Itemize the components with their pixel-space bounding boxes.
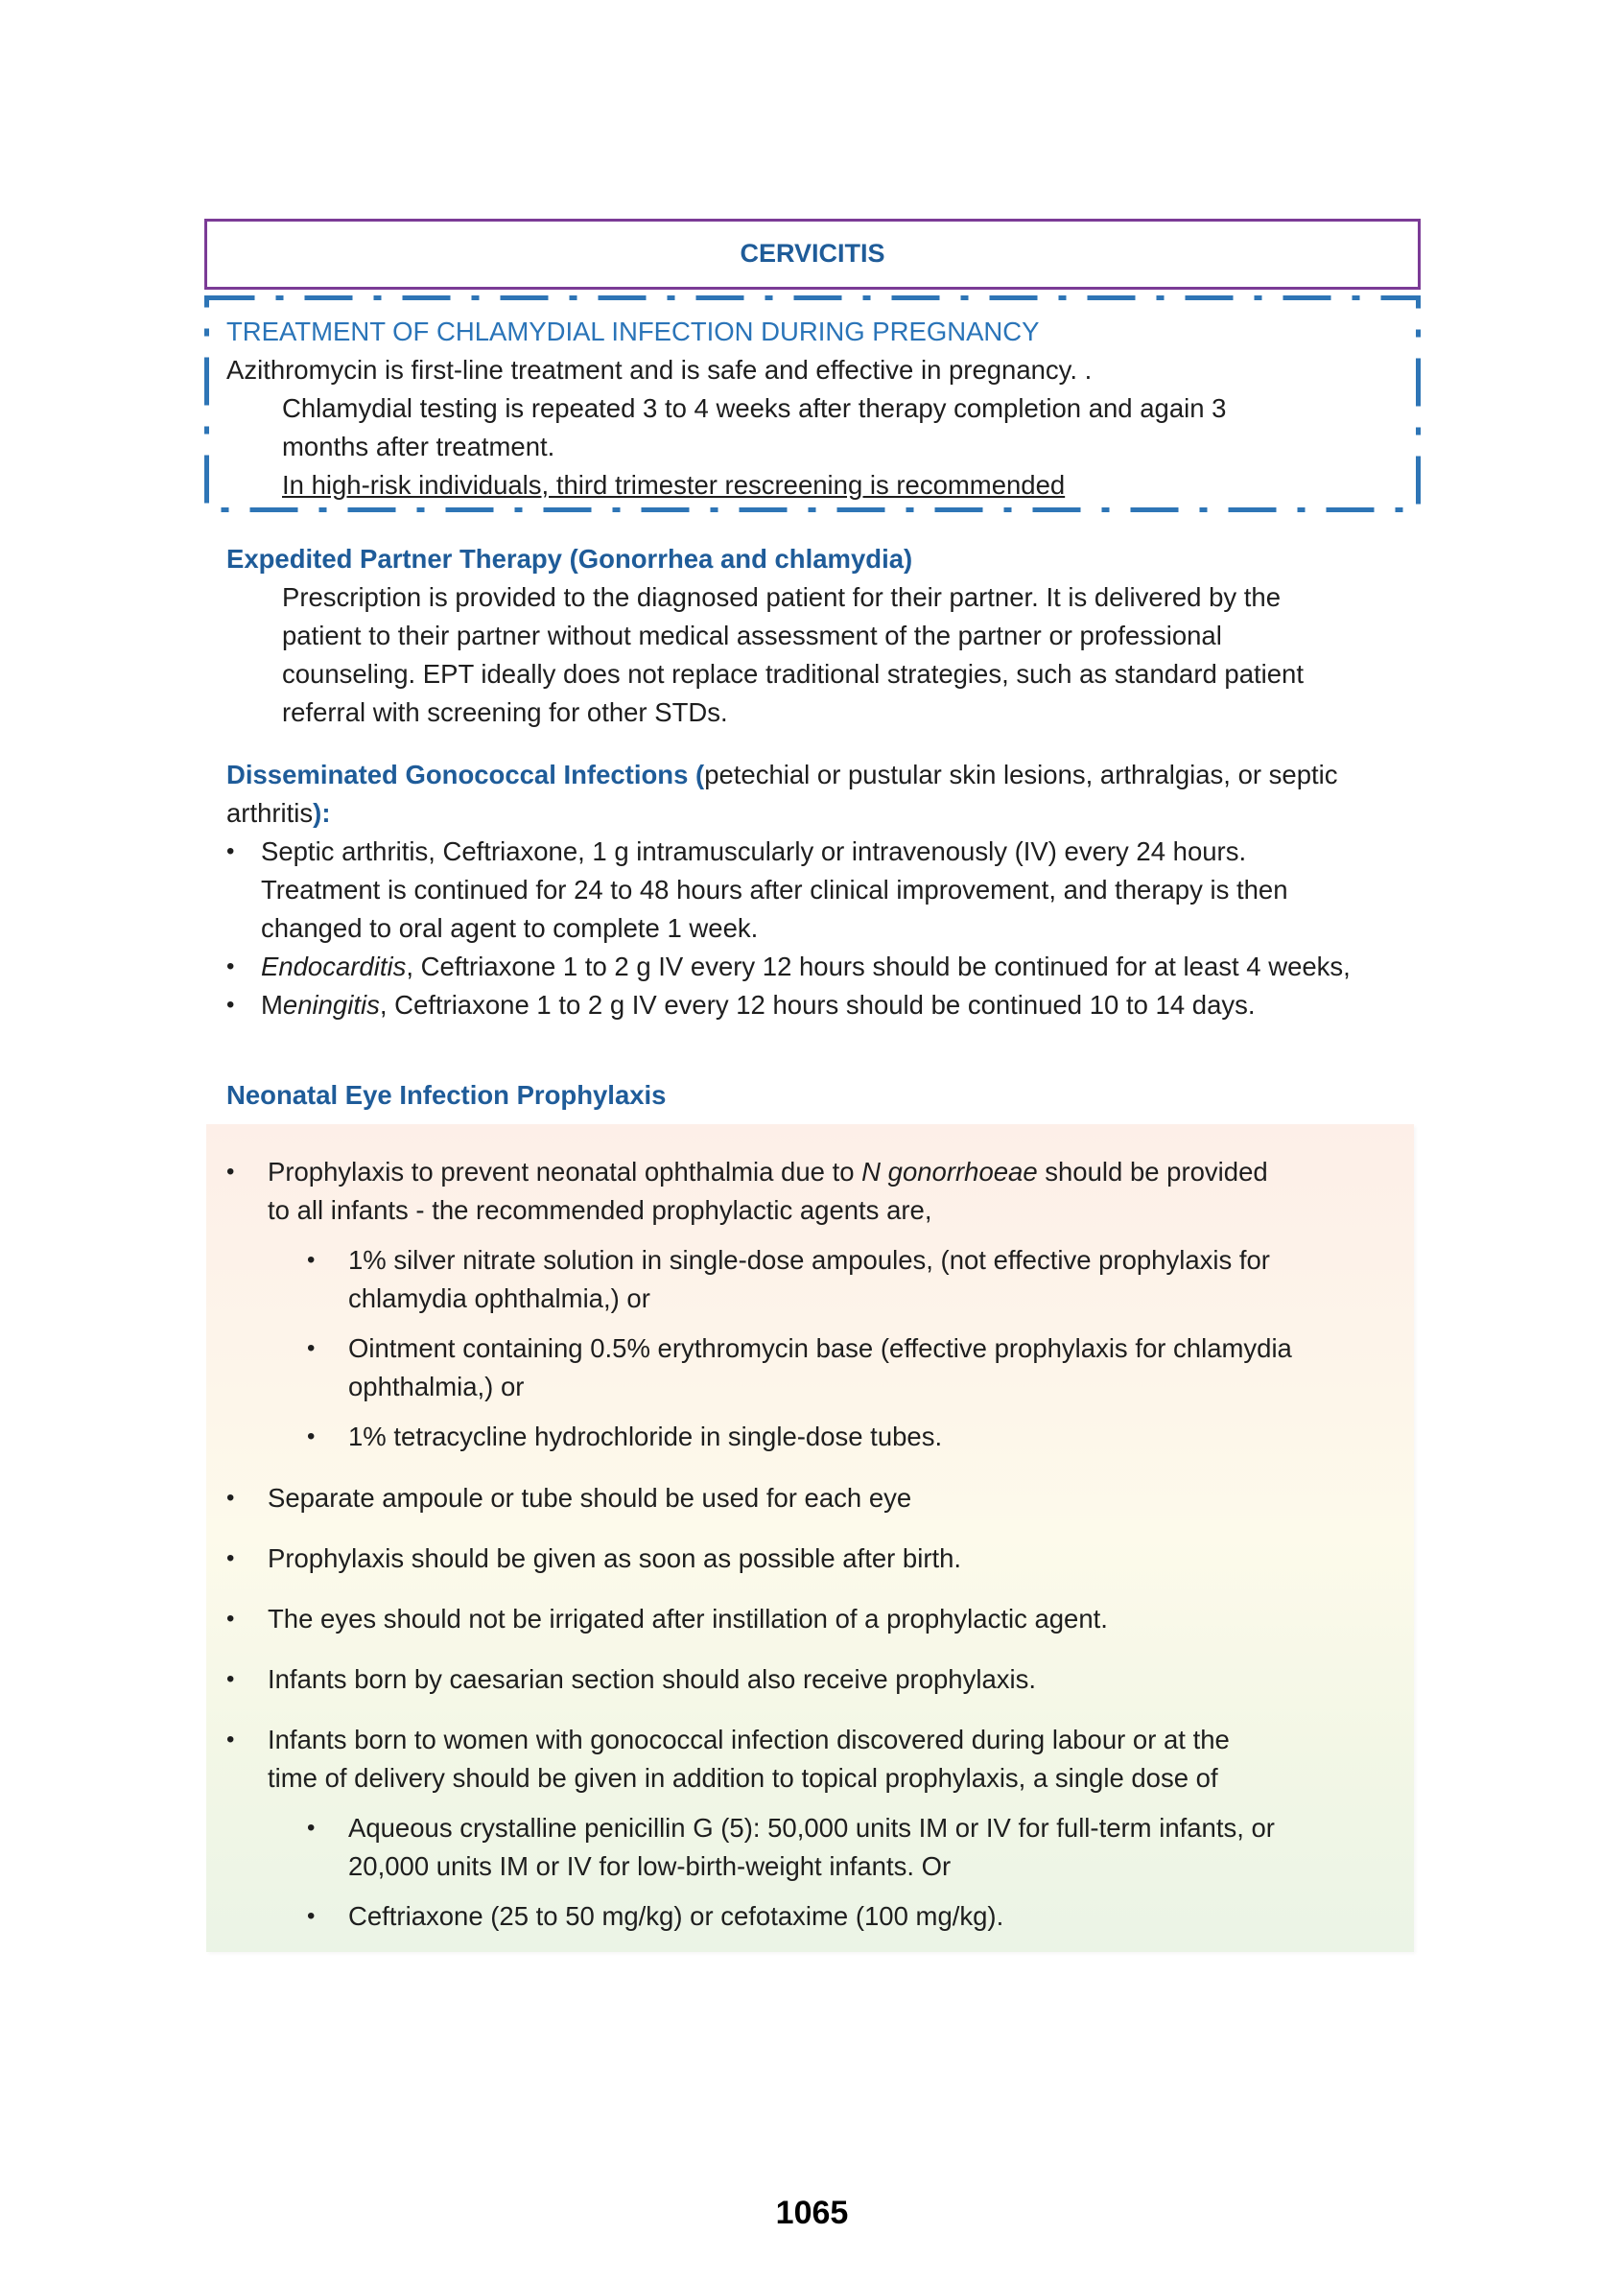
bullet-icon: • bbox=[226, 1159, 235, 1185]
bullet-icon: • bbox=[226, 1545, 235, 1571]
neonatal-bullet-6-line-2: time of delivery should be given in addition to topical prophylaxis, a single dose of bbox=[268, 1763, 1218, 1793]
neonatal-bullet-5: Infants born by caesarian section should also receive prophylaxis. bbox=[268, 1664, 1037, 1694]
dgi-heading-detail-2: arthritis bbox=[226, 798, 314, 828]
chlamydia-line-2: Chlamydial testing is repeated 3 to 4 weeks after therapy completion and again 3 bbox=[282, 393, 1227, 423]
dgi-bullet-1-line-3: changed to oral agent to complete 1 week. bbox=[261, 913, 759, 943]
ept-line-3: counseling. EPT ideally does not replace traditional strategies, such as standard patient bbox=[282, 659, 1304, 689]
dgi-bullet-3-first: M bbox=[261, 990, 283, 1020]
bullet-icon: • bbox=[226, 992, 235, 1018]
dgi-bullet-2-italic: Endocarditis bbox=[261, 952, 407, 981]
page-title: CERVICITIS bbox=[740, 239, 885, 268]
bullet-icon: • bbox=[307, 1815, 316, 1841]
chlamydia-line-3: months after treatment. bbox=[282, 432, 555, 461]
neonatal-sub-3-line-1: 1% tetracycline hydrochloride in single-dose tubes. bbox=[348, 1422, 943, 1451]
ept-line-4: referral with screening for other STDs. bbox=[282, 697, 728, 727]
bullet-icon: • bbox=[307, 1335, 316, 1361]
neonatal-sub-2-line-2: ophthalmia,) or bbox=[348, 1372, 525, 1401]
dgi-heading-line bbox=[226, 756, 1338, 794]
bullet-icon: • bbox=[307, 1247, 316, 1273]
ept-line-1: Prescription is provided to the diagnosed patient for their partner. It is delivered by the bbox=[282, 582, 1282, 612]
neonatal-bullet-4: The eyes should not be irrigated after instillation of a prophylactic agent. bbox=[268, 1604, 1108, 1634]
ept-line-2: patient to their partner without medical assessment of the partner or professional bbox=[282, 621, 1222, 650]
bullet-icon: • bbox=[307, 1903, 316, 1929]
ept-heading: Expedited Partner Therapy (Gonorrhea and chlamydia) bbox=[226, 544, 913, 574]
bullet-icon: • bbox=[226, 1727, 235, 1752]
neonatal-heading: Neonatal Eye Infection Prophylaxis bbox=[226, 1080, 667, 1110]
neonatal-bullet-1-line-2: to all infants - the recommended prophylactic agents are, bbox=[268, 1195, 932, 1225]
neonatal-sub-2-line-1: Ointment containing 0.5% erythromycin base (effective prophylaxis for chlamydia bbox=[348, 1333, 1292, 1363]
chlamydia-line-1: Azithromycin is first-line treatment and is safe and effective in pregnancy. . bbox=[226, 355, 1093, 385]
bullet-icon: • bbox=[307, 1423, 316, 1449]
dgi-bullet-3-rest: , Ceftriaxone 1 to 2 g IV every 12 hours should be continued 10 to 14 days. bbox=[379, 990, 1256, 1020]
dgi-heading-detail: petechial or pustular skin lesions, arthralgias, or septic bbox=[704, 760, 1338, 789]
page-number: 1065 bbox=[775, 2195, 849, 2231]
neonatal-sub-4-line-2: 20,000 units IM or IV for low-birth-weight infants. Or bbox=[348, 1851, 952, 1881]
dgi-heading-paren-open: ( bbox=[695, 760, 705, 789]
dgi-bullet-2 bbox=[261, 948, 1351, 986]
neonatal-bullet-6-line-1: Infants born to women with gonococcal infection discovered during labour or at the bbox=[268, 1725, 1230, 1754]
neonatal-sub-4-line-1: Aqueous crystalline penicillin G (5): 50,000 units IM or IV for full-term infants, or bbox=[348, 1813, 1275, 1843]
neonatal-sub-5-line-1: Ceftriaxone (25 to 50 mg/kg) or cefotaxime (100 mg/kg). bbox=[348, 1901, 1004, 1931]
dgi-bullet-3 bbox=[261, 986, 1256, 1024]
bullet-icon: • bbox=[226, 953, 235, 979]
dgi-heading-close: ): bbox=[313, 798, 331, 828]
dgi-bullet-3-italic: eningitis bbox=[282, 990, 380, 1020]
neonatal-sub-1-line-2: chlamydia ophthalmia,) or bbox=[348, 1283, 650, 1313]
dgi-heading-line-2 bbox=[226, 794, 330, 833]
neonatal-bullet-1-part-2: should be provided bbox=[1037, 1157, 1268, 1187]
dgi-bullet-1-line-2: Treatment is continued for 24 to 48 hours after clinical improvement, and therapy is then bbox=[261, 875, 1288, 905]
chlamydia-line-4: In high-risk individuals, third trimester rescreening is recommended bbox=[282, 470, 1066, 500]
neonatal-bullet-1-part-1: Prophylaxis to prevent neonatal ophthalmia due to bbox=[268, 1157, 862, 1187]
bullet-icon: • bbox=[226, 838, 235, 864]
neonatal-sub-1-line-1: 1% silver nitrate solution in single-dose ampoules, (not effective prophylaxis for bbox=[348, 1245, 1270, 1275]
dgi-heading: Disseminated Gonococcal Infections bbox=[226, 760, 689, 789]
bullet-icon: • bbox=[226, 1606, 235, 1632]
dgi-bullet-2-rest: , Ceftriaxone 1 to 2 g IV every 12 hours should be continued for at least 4 weeks, bbox=[406, 952, 1351, 981]
neonatal-bullet-3: Prophylaxis should be given as soon as possible after birth. bbox=[268, 1543, 962, 1573]
neonatal-bullet-1-line-1 bbox=[268, 1153, 1268, 1191]
neonatal-bullet-1-italic: N gonorrhoeae bbox=[861, 1157, 1038, 1187]
bullet-icon: • bbox=[226, 1666, 235, 1692]
chlamydia-pregnancy-heading: TREATMENT OF CHLAMYDIAL INFECTION DURING PREGNANCY bbox=[226, 317, 1040, 346]
section-title-box bbox=[204, 219, 1421, 290]
bullet-icon: • bbox=[226, 1485, 235, 1511]
dgi-bullet-1-line-1: Septic arthritis, Ceftriaxone, 1 g intramuscularly or intravenously (IV) every 24 hours. bbox=[261, 836, 1247, 866]
neonatal-bullet-2: Separate ampoule or tube should be used for each eye bbox=[268, 1483, 912, 1513]
